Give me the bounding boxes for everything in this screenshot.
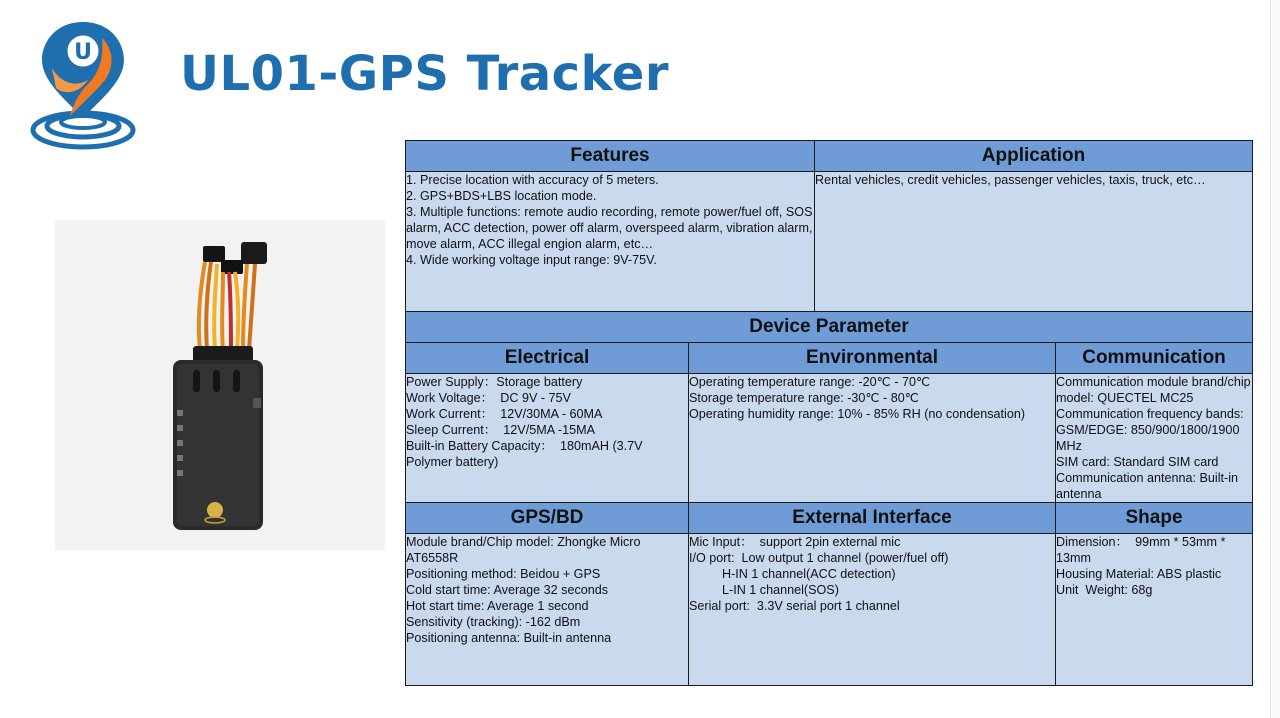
environmental-line: Operating temperature range: -20℃ - 70℃	[689, 375, 931, 389]
electrical-line: Work Current： 12V/30MA - 60MA	[406, 407, 603, 421]
environmental-line: Storage temperature range: -30℃ - 80℃	[689, 391, 919, 405]
gps-bd-line: Sensitivity (tracking): -162 dBm	[406, 615, 581, 629]
application-heading: Application	[815, 141, 1253, 172]
external-interface-heading: External Interface	[689, 503, 1056, 534]
electrical-heading: Electrical	[406, 343, 689, 374]
electrical-cell	[406, 374, 689, 503]
external-interface-line: H-IN 1 channel(ACC detection)	[722, 567, 896, 581]
features-heading: Features	[406, 141, 815, 172]
page-title: UL01-GPS Tracker	[180, 46, 669, 102]
external-interface-line: Mic Input： support 2pin external mic	[689, 535, 901, 549]
gps-bd-line: Positioning method: Beidou + GPS	[406, 567, 601, 581]
electrical-line: Work Voltage： DC 9V - 75V	[406, 391, 571, 405]
shape-cell	[1056, 534, 1253, 686]
gps-bd-cell	[406, 534, 689, 686]
brand-logo-icon	[30, 18, 136, 150]
environmental-line: Operating humidity range: 10% - 85% RH (no condensation)	[689, 407, 1026, 421]
communication-cell	[1056, 374, 1253, 503]
electrical-line: Sleep Current： 12V/5MA -15MA	[406, 423, 595, 437]
communication-heading: Communication	[1056, 343, 1253, 374]
environmental-heading: Environmental	[689, 343, 1056, 374]
communication-line: SIM card: Standard SIM card	[1056, 455, 1219, 469]
shape-line: Dimension： 99mm * 53mm * 13mm	[1056, 535, 1229, 565]
shape-line: Housing Material: ABS plastic	[1056, 567, 1222, 581]
gps-bd-line: Hot start time: Average 1 second	[406, 599, 589, 613]
application-text: Rental vehicles, credit vehicles, passenger vehicles, taxis, truck, etc…	[815, 173, 1206, 187]
communication-line: Communication module brand/chip model: QUECTEL MC25	[1056, 375, 1255, 405]
electrical-line: Built-in Battery Capacity： 180mAH (3.7V Polymer battery)	[406, 439, 647, 469]
gps-bd-line: Positioning antenna: Built-in antenna	[406, 631, 612, 645]
gps-tracker-device-photo-icon	[55, 220, 385, 550]
external-interface-line: Serial port: 3.3V serial port 1 channel	[689, 599, 900, 613]
shape-heading: Shape	[1056, 503, 1253, 534]
device-parameter-heading: Device Parameter	[406, 312, 1253, 343]
external-interface-line: I/O port: Low output 1 channel (power/fuel off)	[689, 551, 949, 565]
gps-bd-heading: GPS/BD	[406, 503, 689, 534]
features-line: 2. GPS+BDS+LBS location mode.	[406, 189, 597, 203]
external-interface-cell	[689, 534, 1056, 686]
electrical-line: Power Supply：Storage battery	[406, 375, 583, 389]
communication-line: Communication antenna: Built-in antenna	[1056, 471, 1242, 501]
features-line: 3. Multiple functions: remote audio recording, remote power/fuel off, SOS alarm, ACC detection, power off alarm, overspeed alarm, vibration alarm, move alarm, ACC illegal engion alarm, etc…	[406, 205, 816, 251]
external-interface-line: L-IN 1 channel(SOS)	[722, 583, 839, 597]
logo-letter: U	[74, 40, 92, 65]
communication-line: Communication frequency bands: GSM/EDGE: 850/900/1800/1900 MHz	[1056, 407, 1248, 453]
features-line: 1. Precise location with accuracy of 5 meters.	[406, 173, 659, 187]
right-edge-strip	[1270, 0, 1280, 718]
features-cell	[406, 172, 815, 312]
environmental-cell	[689, 374, 1056, 503]
application-cell	[815, 172, 1253, 312]
spec-table	[405, 140, 1253, 686]
gps-bd-line: Cold start time: Average 32 seconds	[406, 583, 609, 597]
gps-bd-line: Module brand/Chip model: Zhongke Micro AT6558R	[406, 535, 644, 565]
shape-line: Unit Weight: 68g	[1056, 583, 1153, 597]
features-line: 4. Wide working voltage input range: 9V-75V.	[406, 253, 657, 267]
